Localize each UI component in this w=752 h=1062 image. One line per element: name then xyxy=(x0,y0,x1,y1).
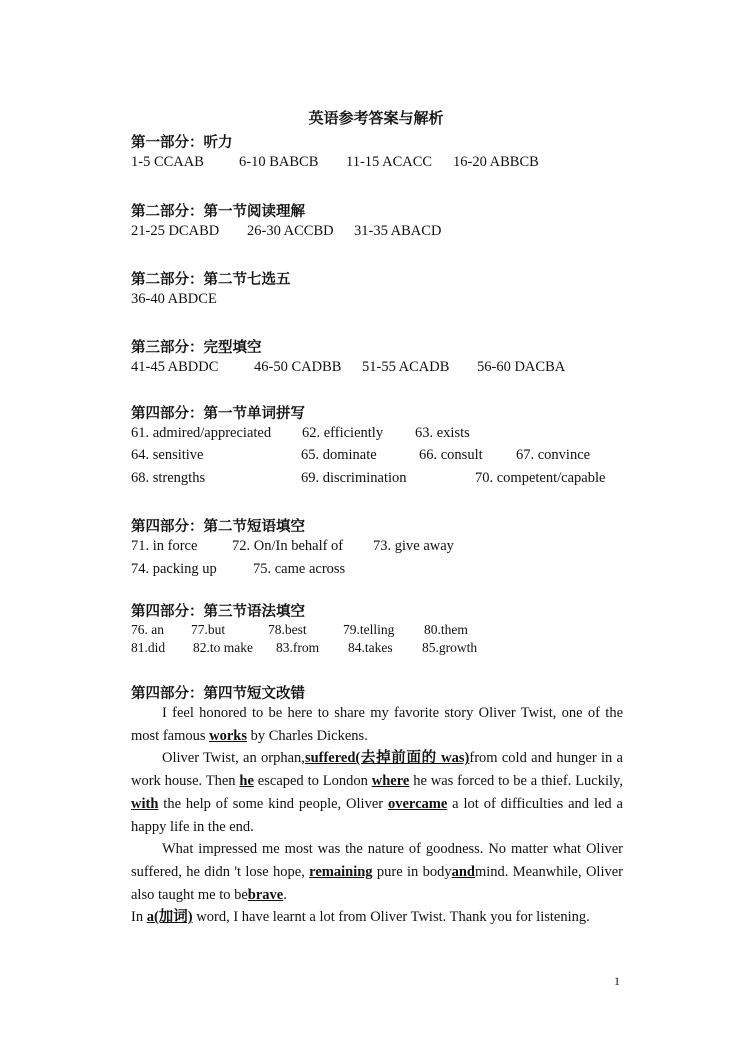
answer-group: 51-55 ACADB xyxy=(362,359,450,375)
passage-text: a lot of difficulties and led a happy life in the end. xyxy=(131,795,623,835)
section-heading-listening: 第一部分：听力 xyxy=(131,135,233,151)
correction-mark: a(加词) xyxy=(146,909,193,926)
passage-text: Oliver Twist, an orphan, xyxy=(162,750,305,767)
passage-text: the help of some kind people, Oliver xyxy=(158,795,388,812)
section-heading-phrase-filling: 第四部分：第二节短语填空 xyxy=(131,519,305,535)
answer-item: 81.did xyxy=(131,640,166,655)
section-heading-seven-choose-five: 第二部分：第二节七选五 xyxy=(131,272,291,288)
section-heading-error-correction: 第四部分：第四节短文改错 xyxy=(131,686,305,702)
answer-item: 70. competent/capable xyxy=(475,470,606,486)
section-heading-grammar-filling: 第四部分：第三节语法填空 xyxy=(131,604,305,620)
correction-mark: works xyxy=(209,727,248,744)
passage-text: by Charles Dickens. xyxy=(247,727,368,744)
answer-item: 61. admired/appreciated xyxy=(131,425,272,441)
answer-group: 46-50 CADBB xyxy=(254,359,342,375)
answer-item: 73. give away xyxy=(373,538,454,554)
answer-group: 56-60 DACBA xyxy=(477,359,566,375)
correction-mark: where xyxy=(371,773,410,790)
page-title: 英语参考答案与解析 xyxy=(308,109,444,127)
passage-text: word, I have learnt a lot from Oliver Twist. Thank you for listening. xyxy=(192,909,590,926)
section-heading-word-spelling: 第四部分：第一节单词拼写 xyxy=(131,406,305,422)
answer-group: 6-10 BABCB xyxy=(239,154,319,170)
answer-item: 68. strengths xyxy=(131,470,206,486)
answer-item: 72. On/In behalf of xyxy=(232,538,344,554)
passage-text: from cold and hunger in a work house. Then xyxy=(131,750,623,790)
correction-mark: brave xyxy=(247,886,284,903)
answer-item: 77.but xyxy=(191,622,226,637)
correction-mark: suffered(去掉前面的 was) xyxy=(304,750,470,767)
passage-text: I feel honored to be here to share my favorite story Oliver Twist, one of the most famous xyxy=(131,705,623,744)
correction-mark: overcame xyxy=(387,795,448,812)
answer-item: 74. packing up xyxy=(131,561,217,577)
answer-group: 1-5 CCAAB xyxy=(131,154,204,170)
correction-mark: remaining xyxy=(309,863,373,880)
answer-item: 84.takes xyxy=(348,640,393,655)
answer-item: 82.to make xyxy=(193,640,253,655)
answer-item: 64. sensitive xyxy=(131,447,204,463)
answer-item: 71. in force xyxy=(131,538,198,554)
answer-group: 16-20 ABBCB xyxy=(453,154,539,170)
answer-item: 76. an xyxy=(131,622,164,637)
answer-item: 80.them xyxy=(424,622,468,637)
passage-paragraph-4 xyxy=(131,906,623,929)
passage-paragraph-3 xyxy=(131,838,623,906)
correction-mark: and xyxy=(451,863,475,880)
passage-text: In xyxy=(131,909,147,926)
answer-item: 69. discrimination xyxy=(301,470,407,486)
passage-text: What impressed me most was the nature of goodness. No matter what Oliver suffered, he didn 't lose hope, xyxy=(131,841,623,880)
passage-text: mind. Meanwhile, Oliver also taught me to be xyxy=(131,863,624,903)
answer-item: 66. consult xyxy=(419,447,483,463)
passage-paragraph-1 xyxy=(131,702,623,747)
answer-item: 75. came across xyxy=(253,561,346,577)
answer-group: 26-30 ACCBD xyxy=(247,223,334,239)
answer-group: 11-15 ACACC xyxy=(346,154,433,170)
answer-group: 41-45 ABDDC xyxy=(131,359,219,375)
answer-item: 63. exists xyxy=(415,425,470,441)
answer-item: 79.telling xyxy=(343,622,395,637)
answer-item: 78.best xyxy=(268,622,307,637)
correction-mark: with xyxy=(131,795,159,812)
answer-item: 62. efficiently xyxy=(302,425,384,441)
passage-text: he was forced to be a thief. Luckily, xyxy=(409,773,623,790)
error-correction-passage xyxy=(131,702,623,929)
answer-group: 31-35 ABACD xyxy=(354,223,442,239)
answer-item: 65. dominate xyxy=(301,447,377,463)
passage-paragraph-2 xyxy=(131,747,623,838)
page-number: 1 xyxy=(614,974,620,988)
answer-group: 36-40 ABDCE xyxy=(131,291,217,307)
correction-mark: he xyxy=(239,773,254,790)
passage-text: . xyxy=(283,886,287,903)
section-heading-reading: 第二部分：第一节阅读理解 xyxy=(131,204,305,220)
section-heading-cloze: 第三部分：完型填空 xyxy=(131,340,262,356)
answer-item: 83.from xyxy=(276,640,320,655)
passage-text: escaped to London xyxy=(253,773,372,790)
answer-item: 67. convince xyxy=(516,447,591,463)
answer-item: 85.growth xyxy=(422,640,478,655)
passage-text: pure in body xyxy=(372,863,452,880)
answer-group: 21-25 DCABD xyxy=(131,223,220,239)
